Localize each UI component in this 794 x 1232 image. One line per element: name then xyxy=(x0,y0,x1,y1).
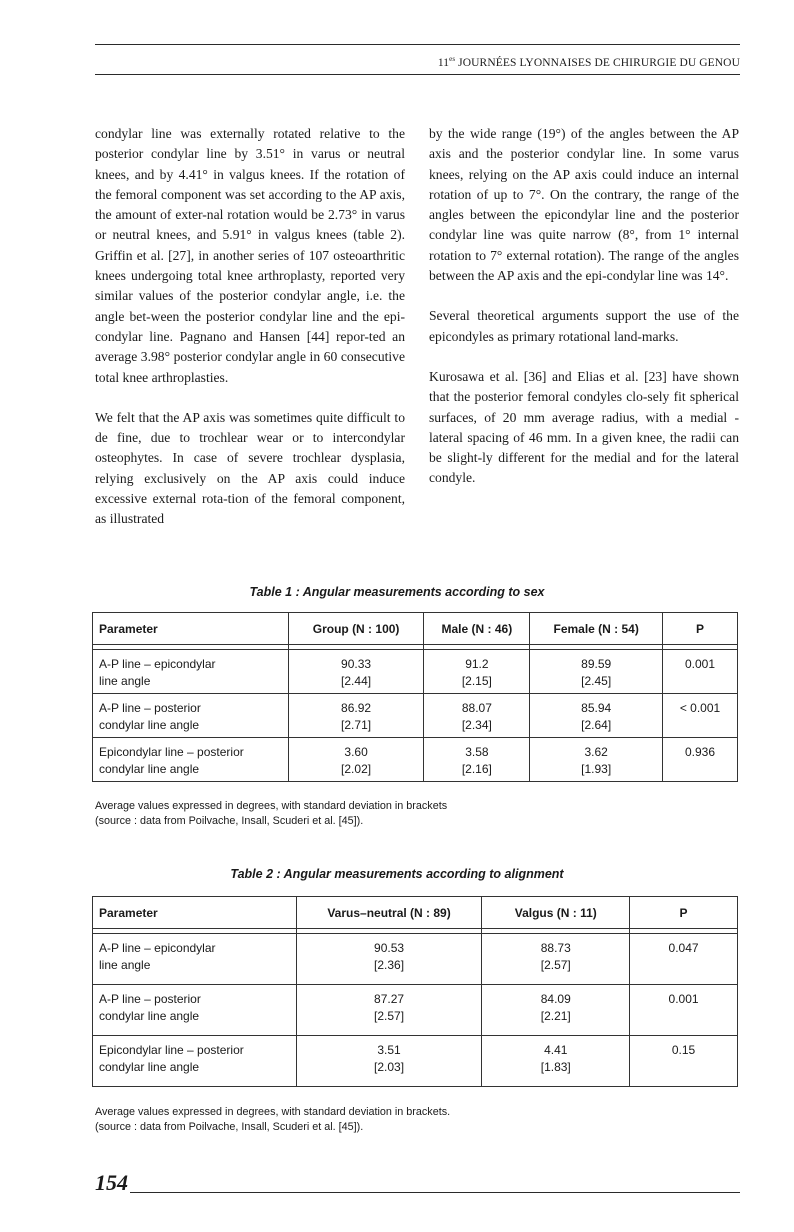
running-head-number: 11 xyxy=(437,56,450,69)
table-header-cell: P xyxy=(630,897,738,929)
sd-value: [2.36] xyxy=(374,958,405,972)
table-cell xyxy=(424,738,530,782)
table-cell xyxy=(424,650,530,694)
table-header-cell: P xyxy=(663,613,738,645)
table-row xyxy=(93,934,738,985)
left-column xyxy=(95,124,405,550)
table-header-cell: Male (N : 46) xyxy=(424,613,530,645)
table-header-cell: Group (N : 100) xyxy=(288,613,424,645)
table-header-cell: Parameter xyxy=(93,897,297,929)
table-row xyxy=(93,1036,738,1087)
table1 xyxy=(92,612,738,782)
header-top-rule xyxy=(95,44,740,45)
table-cell xyxy=(296,934,482,985)
p-value: 0.15 xyxy=(671,1043,696,1057)
sd-value: [2.44] xyxy=(341,674,372,688)
table-cell xyxy=(288,694,424,738)
table1-note xyxy=(95,799,447,829)
header-bottom-rule xyxy=(95,74,740,75)
mean-value: 91.2 xyxy=(465,657,489,671)
footer-rule xyxy=(130,1192,740,1193)
p-value: 0.001 xyxy=(668,992,699,1006)
sd-value: [2.02] xyxy=(341,762,372,776)
table-cell xyxy=(630,985,738,1036)
table2-note xyxy=(95,1105,450,1135)
table-cell xyxy=(296,1036,482,1087)
sd-value: [2.71] xyxy=(341,718,372,732)
sd-value: [2.15] xyxy=(461,674,492,688)
body-paragraph: Kurosawa et al. [36] and Elias et al. [23] have shown that the posterior femoral condyles clo-sely fit spherical surfaces, of 20 mm average radius, with a medial - lateral spacing of 46 mm. In a given knee, the radii can be slight-ly different for the medial and for the lateral condyle. xyxy=(429,368,739,486)
mean-value: 86.92 xyxy=(341,701,372,715)
table1-title: Table 1 : Angular measurements according to sex xyxy=(249,585,545,599)
table-cell xyxy=(424,694,530,738)
table-cell xyxy=(93,1036,297,1087)
sd-value: [2.57] xyxy=(374,1009,405,1023)
sd-value: [2.16] xyxy=(461,762,492,776)
table-cell xyxy=(93,650,289,694)
mean-value: 88.73 xyxy=(540,941,571,955)
mean-value: 90.33 xyxy=(341,657,372,671)
page-number: 154 xyxy=(95,1170,128,1195)
table-header-row xyxy=(93,897,738,929)
param-line: condylar line angle xyxy=(99,718,200,732)
mean-value: 3.60 xyxy=(344,745,368,759)
note-line: (source : data from Poilvache, Insall, Scuderi et al. [45]). xyxy=(95,815,364,827)
param-line: A-P line – posterior xyxy=(99,701,201,715)
table-header-row xyxy=(93,613,738,645)
table-row xyxy=(93,694,738,738)
p-value: < 0.001 xyxy=(679,701,721,715)
param-line: Epicondylar line – posterior xyxy=(99,745,244,759)
table-cell xyxy=(630,934,738,985)
sd-value: [2.03] xyxy=(374,1060,405,1074)
table-cell xyxy=(530,650,663,694)
mean-value: 89.59 xyxy=(581,657,612,671)
table-cell xyxy=(288,650,424,694)
param-line: line angle xyxy=(99,958,151,972)
table-cell xyxy=(530,738,663,782)
table-header-cell: Female (N : 54) xyxy=(530,613,663,645)
mean-value: 4.41 xyxy=(544,1043,568,1057)
note-line: (source : data from Poilvache, Insall, Scuderi et al. [45]). xyxy=(95,1121,364,1133)
table-header-cell: Varus–neutral (N : 89) xyxy=(296,897,482,929)
table-cell xyxy=(482,1036,630,1087)
param-line: condylar line angle xyxy=(99,762,200,776)
table-cell xyxy=(663,694,738,738)
param-line: condylar line angle xyxy=(99,1060,200,1074)
sd-value: [2.45] xyxy=(581,674,612,688)
body-paragraph: condylar line was externally rotated relative to the posterior condylar line by 3.51° in varus or neutral knees, and by 4.41° in valgus knees. If the rotation of the femoral component was set according to the AP axis, the amount of exter-nal rotation would be 2.73° in varus or neutral knees, and 5.91° in valgus knees (table 2). Griffin et al. [27], in another series of 107 osteoarthritic knees undergoing total knee arthroplasty, reported very similar values of the posterior condylar angle, i.e. the angle bet-ween the posterior condylar line and the epi-condylar line. Pagnano and Hansen [44] repor-ted an average 3.98° posterior condylar angle in 60 consecutive total knee arthroplasties. xyxy=(95,126,405,385)
table-row xyxy=(93,738,738,782)
table-cell xyxy=(93,738,289,782)
param-line: A-P line – epicondylar xyxy=(99,657,216,671)
p-value: 0.001 xyxy=(685,657,716,671)
p-value: 0.936 xyxy=(685,745,716,759)
param-line: condylar line angle xyxy=(99,1009,200,1023)
table-cell xyxy=(530,694,663,738)
table-header-cell: Parameter xyxy=(93,613,289,645)
p-value: 0.047 xyxy=(668,941,699,955)
table2-title: Table 2 : Angular measurements according to alignment xyxy=(230,867,564,881)
table-cell xyxy=(630,1036,738,1087)
param-line: A-P line – epicondylar xyxy=(99,941,216,955)
sd-value: [1.83] xyxy=(540,1060,571,1074)
mean-value: 84.09 xyxy=(540,992,571,1006)
mean-value: 85.94 xyxy=(581,701,612,715)
table-cell xyxy=(93,985,297,1036)
table-cell xyxy=(482,934,630,985)
table-row xyxy=(93,985,738,1036)
sd-value: [2.64] xyxy=(581,718,612,732)
running-head xyxy=(438,55,740,69)
body-paragraph: Several theoretical arguments support the use of the epicondyles as primary rotational land-marks. xyxy=(429,308,739,344)
table-cell xyxy=(296,985,482,1036)
mean-value: 3.62 xyxy=(584,745,608,759)
mean-value: 3.58 xyxy=(465,745,489,759)
table-cell xyxy=(288,738,424,782)
table-cell xyxy=(482,985,630,1036)
table-header-cell: Valgus (N : 11) xyxy=(482,897,630,929)
sd-value: [1.93] xyxy=(581,762,612,776)
note-line: Average values expressed in degrees, with standard deviation in brackets xyxy=(95,800,448,812)
body-paragraph: by the wide range (19°) of the angles between the AP axis and the posterior condylar line. In some varus knees, relying on the AP axis could induce an internal rotation of up to 7°. On the contrary, the range of the angles between the epicondylar line and the posterior condylar line was quite narrow (8°, from 1° internal rotation to 7° external rotation). The range of the angles between the AP axis and the epi-condylar line was 14°. xyxy=(429,126,739,284)
mean-value: 87.27 xyxy=(374,992,405,1006)
note-line: Average values expressed in degrees, with standard deviation in brackets. xyxy=(95,1106,451,1118)
mean-value: 88.07 xyxy=(461,701,492,715)
param-line: Epicondylar line – posterior xyxy=(99,1043,244,1057)
running-head-title: JOURNÉES LYONNAISES DE CHIRURGIE DU GENOU xyxy=(458,56,740,69)
table-cell xyxy=(93,934,297,985)
mean-value: 3.51 xyxy=(377,1043,401,1057)
right-column xyxy=(429,124,739,509)
mean-value: 90.53 xyxy=(374,941,405,955)
table2 xyxy=(92,896,738,1087)
sd-value: [2.21] xyxy=(540,1009,571,1023)
table-cell xyxy=(93,694,289,738)
running-head-superscript: es xyxy=(449,55,456,63)
body-paragraph: We felt that the AP axis was sometimes quite difficult to de fine, due to trochlear wear or to intercondylar osteophytes. In case of severe trochlear dysplasia, relying exclusively on the AP axis could induce excessive external rota-tion of the femoral component, as illustrated xyxy=(95,409,405,527)
sd-value: [2.57] xyxy=(540,958,571,972)
table-cell xyxy=(663,738,738,782)
table-cell xyxy=(663,650,738,694)
sd-value: [2.34] xyxy=(461,718,492,732)
param-line: line angle xyxy=(99,674,151,688)
param-line: A-P line – posterior xyxy=(99,992,201,1006)
table-row xyxy=(93,650,738,694)
